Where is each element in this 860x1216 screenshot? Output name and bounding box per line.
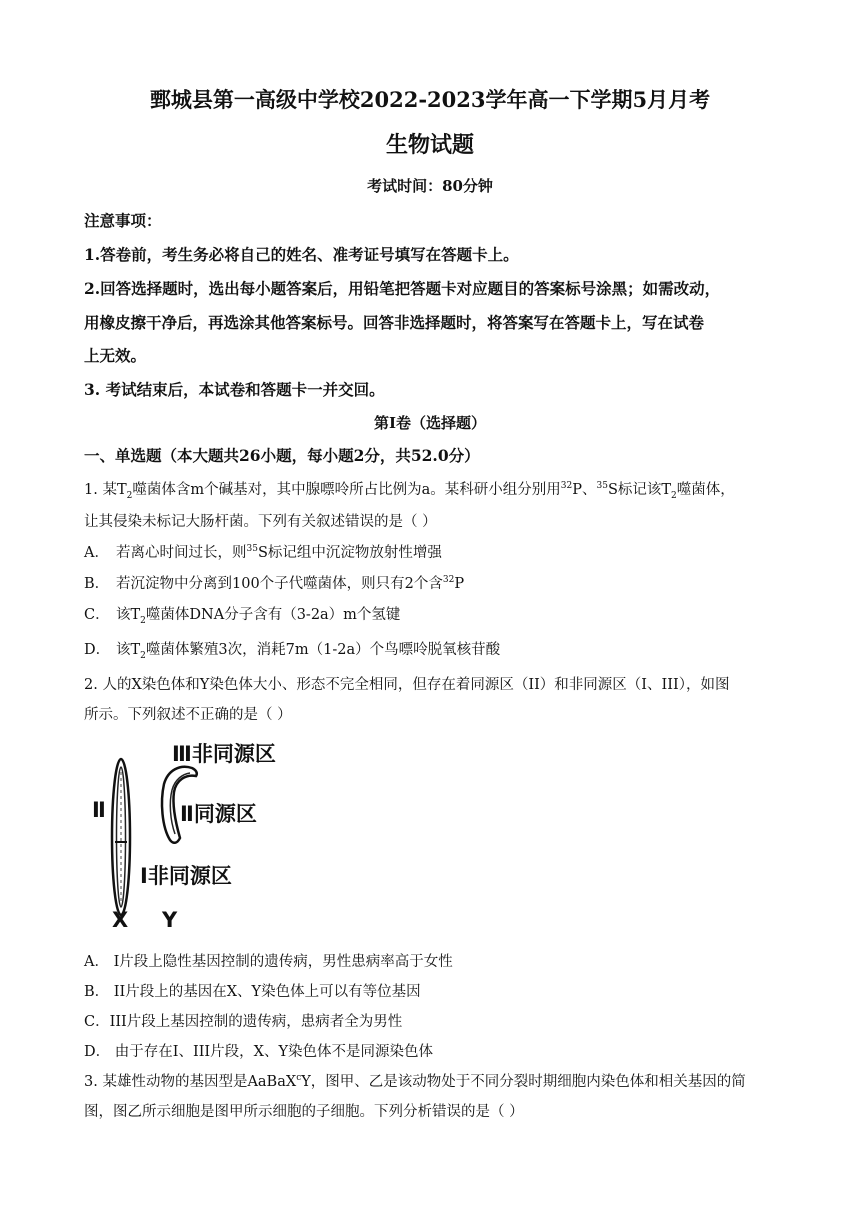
exam-subject: 生物试题: [385, 132, 474, 158]
q2-option-b: B． II片段上的基因在X、Y染色体上可以有等位基因: [84, 984, 421, 1000]
q2-option-d: D． 由于存在I、III片段，X、Y染色体不是同源染色体: [84, 1044, 434, 1060]
q2-option-a: A． I片段上隐性基因控制的遗传病，男性患病率高于女性: [84, 954, 453, 970]
notes-heading: 注意事项：: [84, 211, 162, 230]
label-ii-left: Ⅱ: [92, 798, 106, 822]
q1-option-b: B． 若沉淀物中分离到100个子代噬菌体，则只有2个含$^{32}$P: [84, 575, 465, 592]
note-item-3: 3. 考试结束后，本试卷和答题卡一并交回。: [84, 380, 385, 399]
note-item-2-line-3: 上无效。: [84, 346, 147, 365]
note-item-1: 1.答卷前，考生务必将自己的姓名、准考证号填写在答题卡上。: [84, 245, 519, 264]
q1-stem-line-2: 让其侵染未标记大肠杆菌。下列有关叙述错误的是（ ）: [84, 514, 437, 530]
label-x: X: [112, 908, 129, 932]
q2-stem-line-1: 2. 人的X染色体和Y染色体大小、形态不完全相同，但存在着同源区（II）和非同源区（I、III），如图: [84, 677, 730, 693]
exam-title: 鄄城县第一高级中学校2022-2023学年高一下学期5月月考: [149, 87, 711, 112]
xy-chromosome-figure: [84, 732, 314, 937]
note-item-2-line-1: 2.回答选择题时，选出每小题答案后，用铅笔把答题卡对应题目的答案标号涂黑；如需改动，: [84, 279, 721, 298]
label-y: Y: [162, 908, 178, 932]
exam-time: 考试时间：80分钟: [367, 177, 493, 195]
note-item-2-line-2: 用橡皮擦干净后，再选涂其他答案标号。回答非选择题时，将答案写在答题卡上，写在试卷: [84, 313, 705, 332]
q2-stem-line-2: 所示。下列叙述不正确的是（ ）: [84, 707, 292, 723]
q3-stem-line-2: 图，图乙所示细胞是图甲所示细胞的子细胞。下列分析错误的是（ ）: [84, 1104, 524, 1120]
label-nonhomologous-iii: Ⅲ非同源区: [172, 742, 276, 766]
x-chromosome: [112, 759, 130, 915]
q2-option-c: C．III片段上基因控制的遗传病，患病者全为男性: [84, 1014, 403, 1030]
part-heading: 第Ⅰ卷（选择题）: [373, 414, 487, 432]
q1-stem-line-1: 1. 某$T_2$噬菌体含m个碱基对，其中腺嘌呤所占比例为a。某科研小组分别用$^{32}$P、$^{35}$S标记该$T_2$噬菌体，: [84, 481, 735, 501]
q1-option-a: A． 若离心时间过长，则$^{35}$S标记组中沉淀物放射性增强: [84, 544, 442, 561]
q1-option-c: C． 该$T_2$噬菌体DNA分子含有（3-2a）m个氢键: [84, 607, 401, 626]
label-nonhomologous-i: Ⅰ非同源区: [140, 864, 232, 888]
section-heading: 一、单选题（本大题共26小题，每小题2分，共52.0分）: [84, 446, 480, 465]
q1-option-d: D． 该$T_2$噬菌体繁殖3次，消耗7m（1-2a）个鸟嘌呤脱氧核苷酸: [84, 642, 501, 661]
label-homologous-ii: Ⅱ同源区: [180, 802, 257, 826]
q3-stem-line-1: 3. 某雄性动物的基因型是AaBaX$^c$Y，图甲、乙是该动物处于不同分裂时期细胞内染色体和相关基因的简: [84, 1073, 746, 1090]
